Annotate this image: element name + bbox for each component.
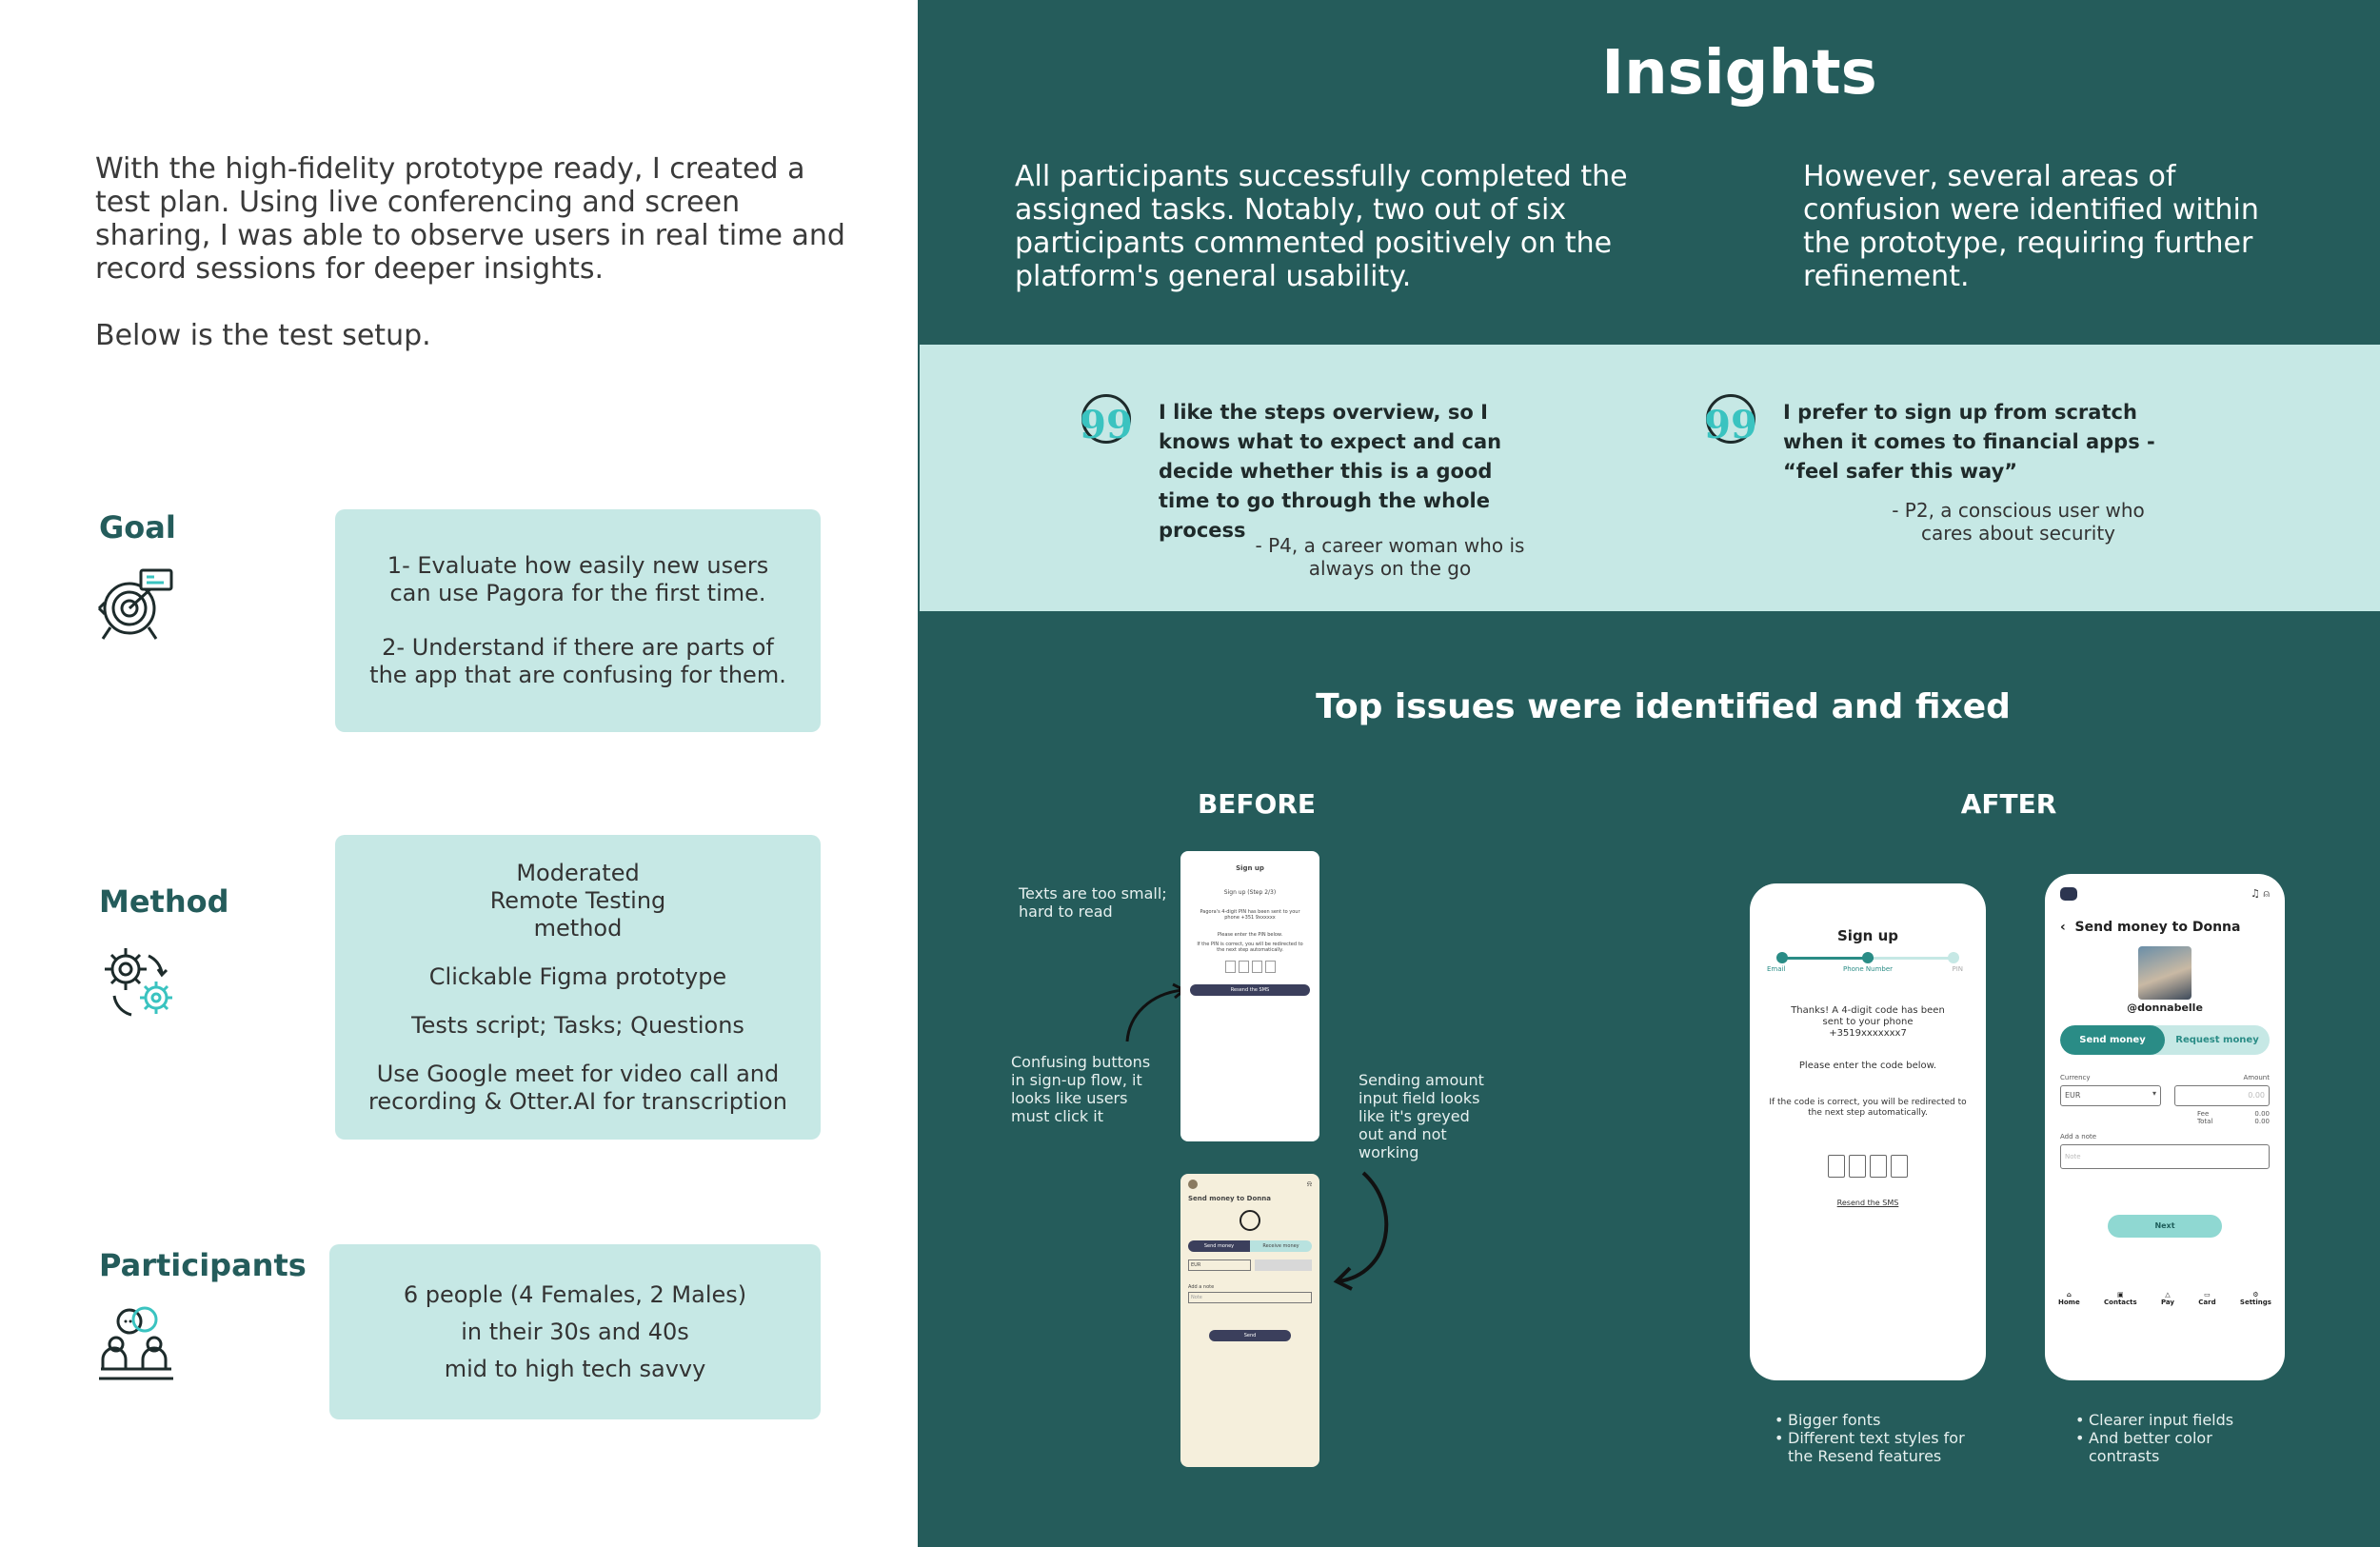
before-signup-step: Sign up (Step 2/3) [1223, 889, 1277, 896]
after-send-screen [2045, 874, 2285, 1380]
before-signup-msg: Pagora's 4-digit PIN has been sent to your phone +351 9xxxxxx [1200, 909, 1300, 921]
pin-box[interactable] [1828, 1155, 1845, 1178]
nav-label: Card [2198, 1299, 2216, 1306]
after-send-tab[interactable]: Send money [2060, 1025, 2165, 1055]
note-sending-amount: Sending amount input field looks like it's greyed out and not working [1359, 1071, 1484, 1161]
note-confusing-buttons: Confusing buttons in sign-up flow, it looks like users must click it [1011, 1053, 1151, 1125]
nav-label: Settings [2239, 1299, 2271, 1306]
currency-label: Currency [2060, 1074, 2091, 1081]
step-dot [1948, 952, 1959, 963]
quote-icon: 99 [1706, 394, 1755, 444]
bell-user-icon[interactable]: ♫ ⍝ [2251, 887, 2270, 900]
step-dot [1862, 952, 1874, 963]
method-item-1: Moderated Remote Testing method [489, 859, 666, 942]
before-send-button[interactable]: Send [1209, 1330, 1291, 1341]
intro-setup-line: Below is the test setup. [95, 319, 431, 352]
donna-avatar [2138, 946, 2192, 1000]
before-note-label: Add a note [1188, 1284, 1215, 1290]
nav-label: Pay [2160, 1299, 2174, 1306]
step-label: Phone Number [1842, 965, 1894, 973]
after-signup-redirect: If the code is correct, you will be redirected to the next step automatically. [1769, 1098, 1967, 1118]
after-next-button[interactable]: Next [2108, 1215, 2222, 1238]
before-label: BEFORE [1197, 788, 1317, 820]
quote-2-author: - P2, a conscious user who cares about security [1892, 499, 2145, 545]
people-chat-icon [97, 1306, 175, 1382]
before-send-screen [1180, 1174, 1319, 1467]
after-signup-title: Sign up [1837, 927, 1898, 944]
pin-box[interactable] [1870, 1155, 1887, 1178]
pin-box[interactable] [1891, 1155, 1908, 1178]
nav-home[interactable] [2058, 1291, 2080, 1306]
before-signup-redirect: If the PIN is correct, you will be redirected to the next step automatically. [1197, 942, 1303, 953]
after-bullets-left [1775, 1411, 1965, 1465]
insights-title: Insights [1601, 38, 1877, 109]
pin-box[interactable] [1239, 961, 1249, 973]
bullet-item: • Bigger fonts [1775, 1411, 1965, 1429]
before-currency-select[interactable]: EUR [1188, 1259, 1251, 1271]
gears-icon [99, 942, 179, 1021]
participants-title: Participants [99, 1247, 307, 1283]
goal-title: Goal [99, 509, 176, 545]
before-amount-input[interactable] [1255, 1259, 1312, 1271]
nav-label: Home [2058, 1299, 2080, 1306]
total-value: 0.00 [2254, 1118, 2270, 1125]
arrow-icon [1325, 1169, 1401, 1291]
issues-title: Top issues were identified and fixed [1316, 687, 2011, 726]
contacts-icon: ▣ [2117, 1291, 2124, 1299]
pin-box[interactable] [1265, 961, 1276, 973]
pin-box[interactable] [1849, 1155, 1866, 1178]
nav-contacts[interactable] [2104, 1291, 2137, 1306]
goal-item-1: 1- Evaluate how easily new users can use Pagora for the first time. [387, 552, 769, 606]
app-logo [2060, 887, 2077, 901]
step-label: Email [1767, 965, 1786, 973]
method-item-4: Use Google meet for video call and recording & Otter.AI for transcription [368, 1060, 787, 1115]
home-icon: ⌂ [2066, 1291, 2072, 1299]
nav-card[interactable] [2198, 1291, 2215, 1306]
quote-icon: 99 [1081, 394, 1131, 444]
after-pin-boxes [1750, 1155, 1986, 1178]
bullet-item: • Clearer input fields [2075, 1411, 2266, 1429]
after-send-title [2060, 920, 2285, 935]
before-pin-boxes [1180, 961, 1319, 973]
insights-text-right: However, several areas of confusion were identified within the prototype, requiring further refinement. [1803, 160, 2259, 293]
amount-label: Amount [2243, 1074, 2270, 1081]
donna-username: @donnabelle [2127, 1002, 2203, 1014]
chevron-down-icon: ▾ [2152, 1089, 2156, 1098]
pay-icon: △ [2165, 1291, 2171, 1299]
before-send-title: Send money to Donna [1188, 1195, 1271, 1202]
before-signup-enter: Please enter the PIN below. [1217, 932, 1283, 938]
quote-1-author: - P4, a career woman who is always on the go [1255, 534, 1525, 580]
target-icon [97, 566, 175, 643]
before-signup-screen [1180, 851, 1319, 1141]
participants-line-2: in their 30s and 40s [461, 1318, 689, 1345]
after-note-label: Add a note [2060, 1133, 2097, 1140]
before-receive-tab[interactable]: Receive money [1250, 1240, 1312, 1252]
after-resend-link[interactable]: Resend the SMS [1836, 1199, 1899, 1207]
method-item-3: Tests script; Tasks; Questions [411, 1011, 744, 1039]
nav-pay[interactable] [2161, 1291, 2174, 1306]
after-signup-screen [1750, 883, 1986, 1380]
goal-item-2: 2- Understand if there are parts of the app that are confusing for them. [369, 634, 786, 688]
method-item-2: Clickable Figma prototype [428, 962, 727, 990]
after-signup-enter: Please enter the code below. [1798, 1061, 1937, 1071]
profile-icon [1240, 1210, 1260, 1231]
after-send-title-text: Send money to Donna [2074, 920, 2241, 935]
bell-icon[interactable]: ⍾ [1306, 1180, 1312, 1188]
total-label: Total [2197, 1118, 2213, 1125]
before-resend-button[interactable]: Resend the SMS [1190, 984, 1310, 996]
back-icon[interactable]: ‹ [2060, 920, 2066, 935]
after-label: AFTER [1960, 788, 2057, 820]
before-note-input[interactable]: Note [1188, 1292, 1312, 1303]
intro-paragraph: With the high-fidelity prototype ready, I created a test plan. Using live conferencing and screen sharing, I was able to observe users in real time and record sessions for deeper insights. [95, 152, 845, 286]
note-small-text: Texts are too small; hard to read [1019, 884, 1167, 921]
method-title: Method [99, 883, 229, 920]
after-signup-msg: Thanks! A 4-digit code has been sent to your phone +3519xxxxxxx7 [1791, 1005, 1945, 1039]
after-request-tab[interactable]: Request money [2175, 1035, 2259, 1045]
participants-card [329, 1244, 821, 1419]
participants-line-3: mid to high tech savvy [444, 1355, 706, 1382]
bottom-nav [2058, 1291, 2271, 1306]
bullet-item: • Different text styles for the Resend features [1775, 1429, 1965, 1465]
goal-card [335, 509, 821, 732]
intro-text [95, 152, 857, 352]
after-amount-input[interactable]: 0.00 [2174, 1085, 2270, 1106]
quote-2-text: I prefer to sign up from scratch when it comes to financial apps - “feel safer this way” [1783, 401, 2155, 483]
fee-label: Fee [2197, 1110, 2210, 1118]
after-note-input[interactable]: Note [2060, 1144, 2270, 1169]
bullet-item: • And better color contrasts [2075, 1429, 2266, 1465]
insights-text-left: All participants successfully completed the assigned tasks. Notably, two out of six participants commented positively on the platform's general usability. [1015, 160, 1628, 293]
currency-value: EUR [2065, 1091, 2081, 1100]
card-icon: ▭ [2204, 1291, 2211, 1299]
pin-box[interactable] [1252, 961, 1262, 973]
fee-value: 0.00 [2254, 1110, 2270, 1118]
pin-box[interactable] [1225, 961, 1236, 973]
method-card [335, 835, 821, 1140]
avatar [1188, 1180, 1198, 1189]
step-dot [1776, 952, 1788, 963]
participants-line-1: 6 people (4 Females, 2 Males) [403, 1280, 747, 1308]
gear-icon: ⚙ [2252, 1291, 2259, 1299]
after-currency-select[interactable] [2060, 1085, 2161, 1106]
before-signup-title: Sign up [1236, 864, 1264, 872]
before-send-tab[interactable]: Send money [1188, 1240, 1250, 1252]
quote-1-text: I like the steps overview, so I knows what to expect and can decide whether this is a good time to go through the whole process [1159, 401, 1502, 542]
nav-label: Contacts [2104, 1299, 2137, 1306]
nav-settings[interactable] [2240, 1291, 2271, 1306]
step-progress [1767, 952, 1963, 981]
step-label: PIN [1952, 965, 1963, 973]
after-bullets-right [2075, 1411, 2266, 1465]
